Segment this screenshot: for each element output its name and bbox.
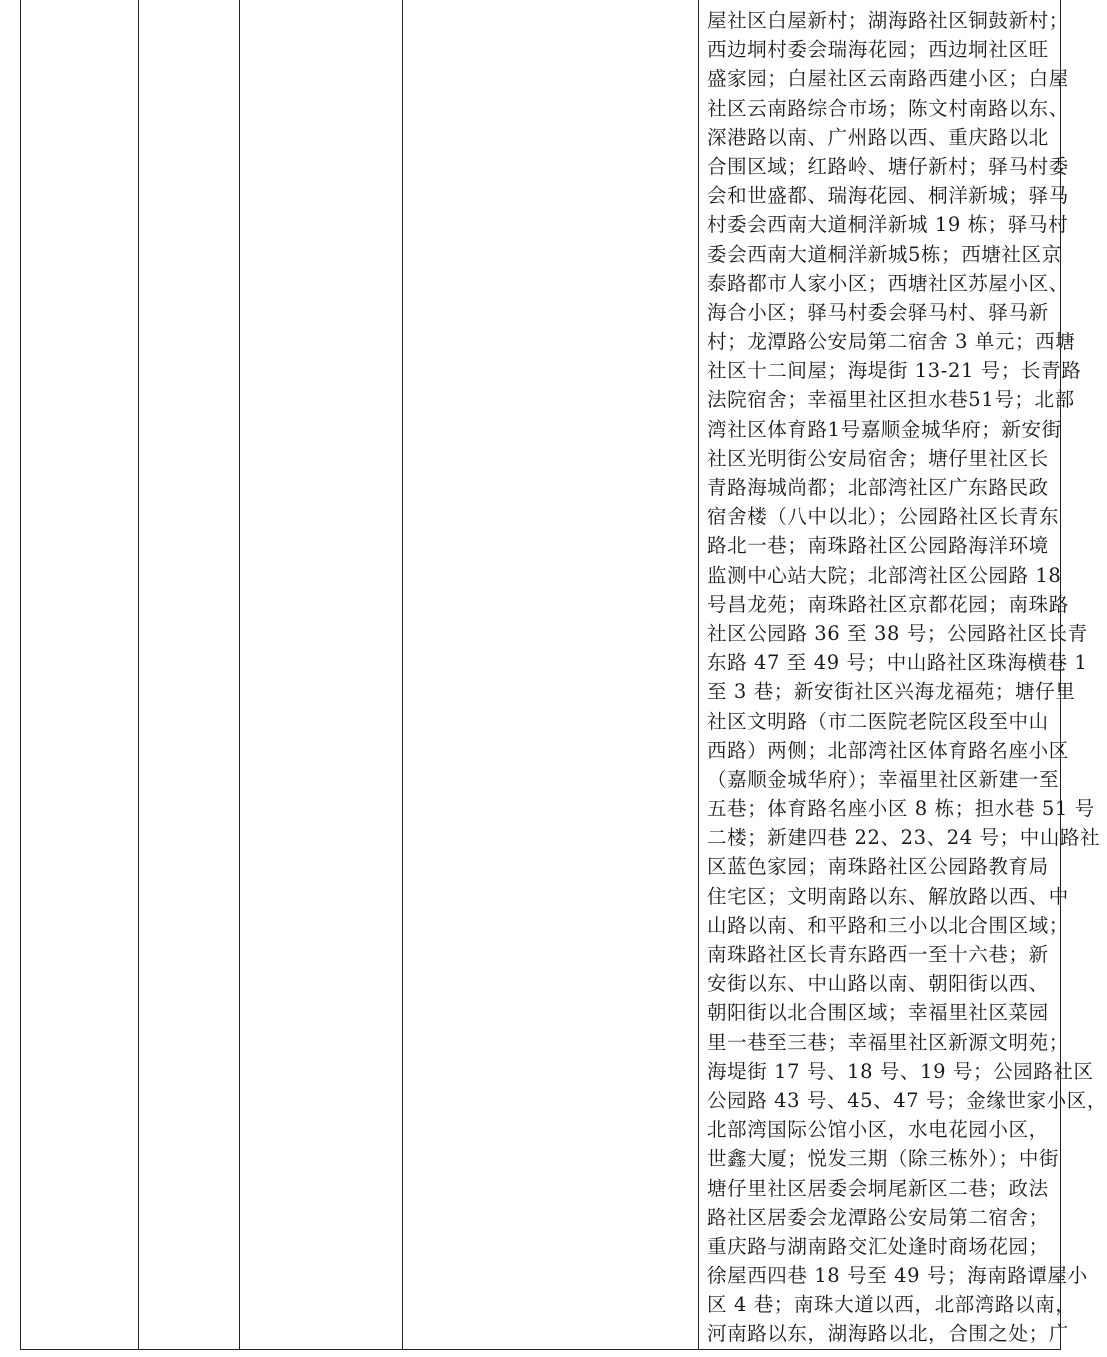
area-text-line: 屋社区白屋新村；湖海路社区铜鼓新村；	[707, 9, 1069, 32]
area-text-line: 东路 47 至 49 号；中山路社区珠海横巷 1	[707, 651, 1088, 675]
area-text-line: 世鑫大厦；悦发三期（除三栋外）；中街	[707, 1147, 1060, 1171]
area-text-line: 山路以南、和平路和三小以北合围区域；	[707, 913, 1069, 937]
area-text-line: 区 4 巷；南珠大道以西，北部湾路以南，	[707, 1293, 1076, 1317]
area-text-line: 社区云南路综合市场；陈文村南路以东、	[707, 96, 1069, 120]
area-text-line: 安街以东、中山路以南、朝阳街以西、	[707, 972, 1049, 996]
area-text-line: 塘仔里社区居委会垌尾新区二巷；政法	[707, 1176, 1049, 1200]
area-text-line: 公园路 43 号、45、47 号；金缘世家小区，	[707, 1088, 1107, 1112]
area-text-line: 西路）两侧；北部湾社区体育路名座小区	[707, 738, 1069, 762]
area-text-line: 湾社区体育路1号嘉顺金城华府；新安街	[707, 417, 1062, 441]
area-text-line: 路社区居委会龙潭路公安局第二宿舍；	[707, 1205, 1049, 1229]
area-text-line: 村委会西南大道桐洋新城 19 栋；驿马村	[707, 213, 1069, 237]
area-table	[20, 0, 1107, 1350]
table-cell-col1	[21, 0, 139, 1349]
area-text-line: （嘉顺金城华府）；幸福里社区新建一至	[707, 767, 1060, 791]
area-text-line: 朝阳街以北合围区域；幸福里社区菜园	[707, 1001, 1049, 1025]
area-text-line: 社区光明街公安局宿舍；塘仔里社区长	[707, 446, 1049, 470]
area-text-line: 盛家园；白屋社区云南路西建小区；白屋	[707, 67, 1069, 91]
area-text-line: 委会西南大道桐洋新城5栋；西塘社区京	[707, 242, 1062, 266]
area-text-line: 青路海城尚都；北部湾社区广东路民政	[707, 476, 1049, 499]
area-text-line: 路北一巷；南珠路社区公园路海洋环境	[707, 534, 1049, 558]
area-text-line: 社区十二间屋；海堤街 13-21 号；长青路	[707, 359, 1082, 383]
area-text-line: 法院宿舍；幸福里社区担水巷51号；北部	[707, 388, 1075, 412]
area-text-line: 监测中心站大院；北部湾社区公园路 18	[707, 563, 1062, 587]
table-row	[21, 0, 1061, 1349]
area-text-line: 海合小区；驿马村委会驿马村、驿马新	[707, 300, 1049, 324]
area-text-line: 河南路以东，湖海路以北，合围之处；广	[707, 1322, 1069, 1346]
area-text-line: 社区公园路 36 至 38 号；公园路社区长青	[707, 621, 1088, 645]
table-cell-col3	[240, 0, 403, 1349]
area-list-cell	[699, 0, 1107, 1349]
area-text-line: 海堤街 17 号、18 号、19 号；公园路社区	[707, 1059, 1094, 1083]
area-text-line: 深港路以南、广州路以西、重庆路以北	[707, 125, 1049, 149]
area-text-line: 南珠路社区长青东路西一至十六巷；新	[707, 943, 1049, 966]
area-text-line: 区蓝色家园；南珠路社区公园路教育局	[707, 855, 1049, 879]
area-text-line: 重庆路与湖南路交汇处逢时商场花园；	[707, 1234, 1049, 1258]
area-text-line: 里一巷至三巷；幸福里社区新源文明苑；	[707, 1030, 1069, 1054]
table-cell-col2	[139, 0, 240, 1349]
area-text-line: 村；龙潭路公安局第二宿舍 3 单元；西塘	[707, 330, 1076, 354]
area-text-line: 社区文明路（市二医院老院区段至中山	[707, 709, 1049, 733]
table-cell-col4	[403, 0, 699, 1349]
area-text-line: 二楼；新建四巷 22、23、24 号；中山路社	[707, 826, 1101, 850]
area-text-line: 合围区域；红路岭、塘仔新村；驿马村委	[707, 154, 1069, 178]
area-text-line: 泰路都市人家小区；西塘社区苏屋小区、	[707, 271, 1069, 295]
area-text-line: 西边垌村委会瑞海花园；西边垌社区旺	[707, 38, 1049, 62]
area-text-line: 宿舍楼（八中以北）；公园路社区长青东	[707, 505, 1060, 529]
area-text-line: 北部湾国际公馆小区，水电花园小区，	[707, 1118, 1049, 1142]
area-text-line: 至 3 巷；新安街社区兴海龙福苑；塘仔里	[707, 680, 1076, 704]
area-text-line: 会和世盛都、瑞海花园、桐洋新城；驿马	[707, 184, 1069, 208]
area-text-line: 住宅区；文明南路以东、解放路以西、中	[707, 884, 1069, 908]
area-text-line: 五巷；体育路名座小区 8 栋；担水巷 51 号	[707, 797, 1095, 821]
area-text-line: 徐屋西四巷 18 号至 49 号；海南路谭屋小	[707, 1264, 1088, 1288]
area-text-line: 号昌龙苑；南珠路社区京都花园；南珠路	[707, 592, 1069, 616]
